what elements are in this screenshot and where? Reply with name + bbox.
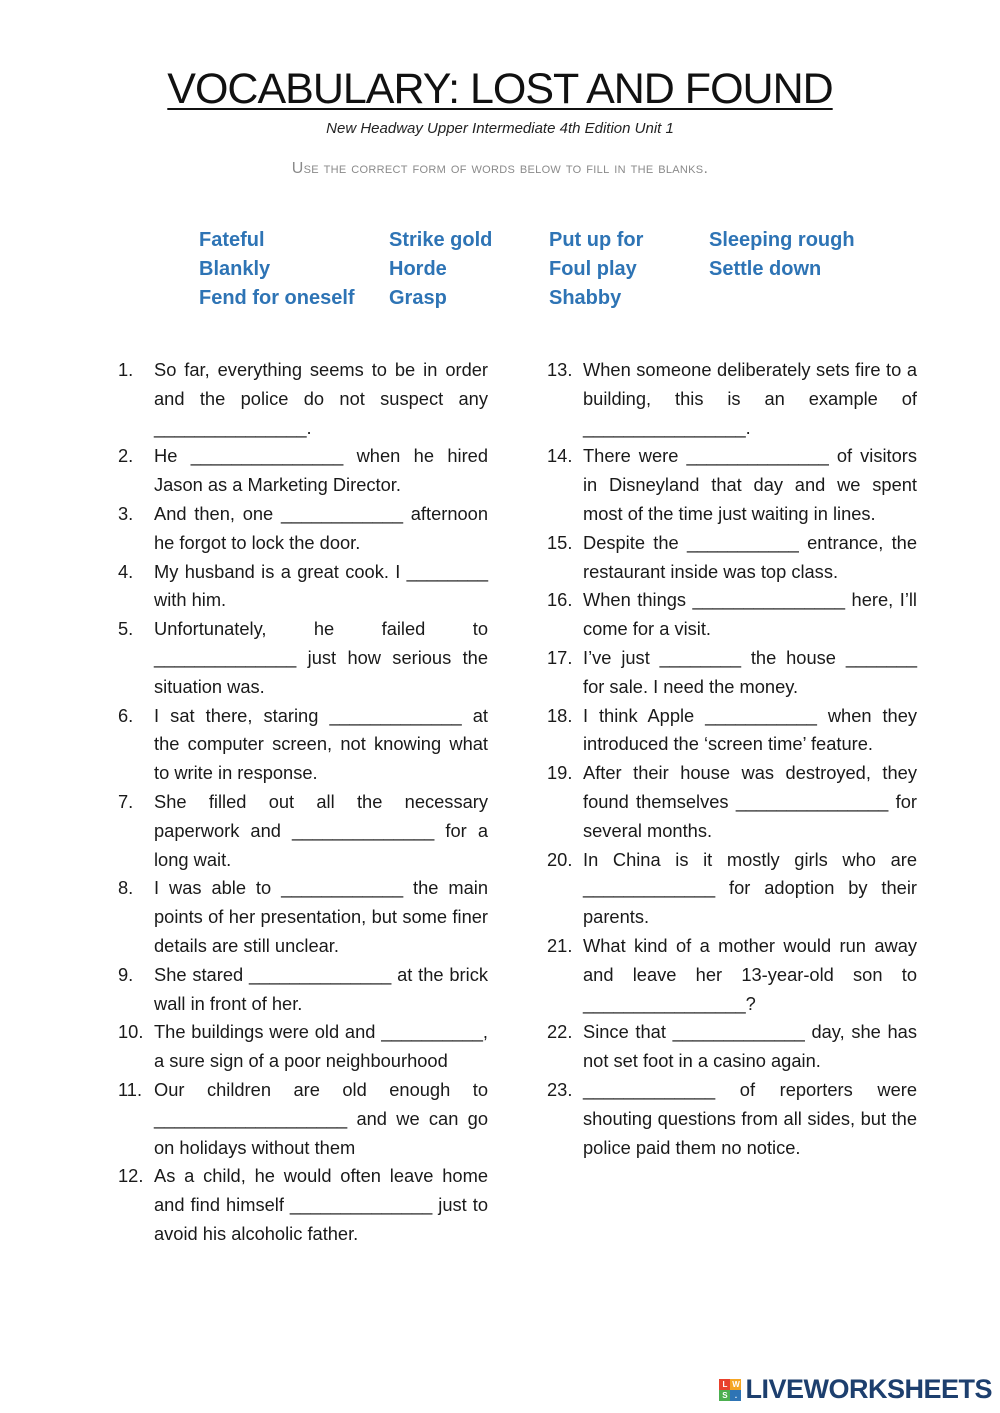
- question-item: [118, 1076, 488, 1162]
- question-text: _____________ of reporters were shouting questions from all sides, but the police paid them no notice.: [583, 1078, 917, 1158]
- question-number: 5.: [118, 618, 134, 640]
- question-text: When things _______________ here, I’ll come for a visit.: [583, 589, 917, 640]
- question-number: 8.: [118, 877, 134, 899]
- question-item: [547, 1076, 917, 1162]
- question-item: [547, 442, 917, 528]
- liveworksheets-logo[interactable]: [719, 1374, 992, 1405]
- question-text: I’ve just ________ the house _______ for sale. I need the money.: [583, 646, 917, 697]
- question-text: Our children are old enough to ___________________ and we can go on holidays without them: [154, 1078, 488, 1158]
- logo-text: LIVEWORKSHEETS: [745, 1374, 992, 1404]
- word-bank-item: Blankly: [199, 258, 271, 280]
- question-text: I think Apple ___________ when they introduced the ‘screen time’ feature.: [583, 704, 917, 755]
- page-title: VOCABULARY: LOST AND FOUND: [167, 65, 833, 113]
- question-item: [547, 759, 917, 845]
- question-text: The buildings were old and __________, a sure sign of a poor neighbourhood: [154, 1021, 488, 1072]
- question-text: Since that _____________ day, she has not set foot in a casino again.: [583, 1021, 917, 1072]
- question-number: 13.: [547, 359, 573, 380]
- word-bank-item: Fend for oneself: [199, 287, 355, 309]
- question-item: [547, 356, 917, 442]
- question-item: [118, 1162, 488, 1248]
- question-number: 6.: [118, 704, 134, 726]
- question-item: [547, 586, 917, 644]
- question-text: In China is it mostly girls who are _____________ for adoption by their parents.: [583, 848, 917, 928]
- question-number: 10.: [118, 1021, 144, 1043]
- question-item: [118, 702, 488, 788]
- question-number: 1.: [118, 359, 134, 380]
- question-text: So far, everything seems to be in order and the police do not suspect any _______________.: [154, 359, 488, 438]
- question-text: After their house was destroyed, they found themselves _______________ for several months.: [583, 762, 917, 841]
- word-bank-item: Sleeping rough: [709, 229, 855, 251]
- word-bank-item: Put up for: [549, 229, 644, 251]
- question-item: [547, 644, 917, 702]
- question-text: There were ______________ of visitors in Disneyland that day and we spent most of the time just waiting in lines.: [583, 445, 917, 524]
- word-bank: [199, 226, 919, 316]
- question-item: [118, 558, 488, 616]
- logo-badge-cell: W: [732, 1379, 740, 1389]
- question-item: [547, 932, 917, 1018]
- questions-left-column: [118, 356, 488, 1249]
- word-bank-item: Strike gold: [389, 229, 493, 251]
- question-number: 3.: [118, 502, 134, 524]
- question-number: 15.: [547, 531, 573, 553]
- word-bank-item: Fateful: [199, 229, 265, 251]
- question-item: [118, 356, 488, 442]
- word-bank-item: Foul play: [549, 258, 637, 280]
- word-bank-item: Horde: [389, 258, 447, 280]
- question-text: And then, one ____________ afternoon he forgot to lock the door.: [154, 502, 488, 553]
- question-text: My husband is a great cook. I ________ with him.: [154, 560, 488, 611]
- question-text: What kind of a mother would run away and leave her 13-year-old son to ________________?: [583, 934, 917, 1014]
- question-item: [547, 702, 917, 760]
- question-number: 12.: [118, 1165, 144, 1187]
- logo-badge-cell: .: [730, 1390, 741, 1401]
- question-item: [118, 615, 488, 701]
- question-item: [547, 1018, 917, 1076]
- question-text: She stared ______________ at the brick wall in front of her.: [154, 963, 488, 1014]
- question-number: 9.: [118, 963, 134, 985]
- question-number: 19.: [547, 762, 573, 784]
- question-text: Unfortunately, he failed to ______________ just how serious the situation was.: [154, 618, 488, 697]
- question-number: 18.: [547, 704, 573, 726]
- question-number: 22.: [547, 1021, 573, 1043]
- logo-badge-icon: [719, 1379, 741, 1401]
- word-bank-item: Settle down: [709, 258, 822, 280]
- word-bank-item: Grasp: [389, 287, 447, 309]
- logo-badge-cell: L: [719, 1379, 730, 1390]
- question-number: 2.: [118, 445, 134, 467]
- question-number: 4.: [118, 560, 134, 582]
- question-number: 7.: [118, 790, 134, 812]
- questions-right-column: [547, 356, 917, 1162]
- question-text: I was able to ____________ the main points of her presentation, but some finer details are still unclear.: [154, 877, 488, 956]
- question-item: [547, 846, 917, 932]
- instructions: Use the correct form of words below to fill in the blanks.: [291, 160, 709, 177]
- question-item: [118, 500, 488, 558]
- question-number: 16.: [547, 589, 573, 611]
- logo-badge-cell: S: [719, 1390, 730, 1401]
- question-text: As a child, he would often leave home and find himself ______________ just to avoid his alcoholic father.: [154, 1165, 488, 1244]
- question-item: [118, 961, 488, 1019]
- question-number: 11.: [118, 1078, 143, 1100]
- question-item: [118, 874, 488, 960]
- word-bank-item: Shabby: [549, 287, 622, 309]
- question-number: 21.: [547, 934, 573, 956]
- question-number: 23.: [547, 1078, 573, 1100]
- question-item: [118, 1018, 488, 1076]
- question-number: 20.: [547, 848, 573, 870]
- question-text: When someone deliberately sets fire to a building, this is an example of ________________.: [583, 359, 917, 438]
- question-number: 17.: [547, 646, 573, 668]
- question-text: He _______________ when he hired Jason as a Marketing Director.: [154, 445, 488, 496]
- question-item: [118, 442, 488, 500]
- question-text: I sat there, staring _____________ at the computer screen, not knowing what to write in response.: [154, 704, 488, 784]
- question-text: Despite the ___________ entrance, the restaurant inside was top class.: [583, 531, 917, 582]
- question-number: 14.: [547, 445, 573, 467]
- question-text: She filled out all the necessary paperwork and ______________ for a long wait.: [154, 790, 488, 870]
- page-subtitle: New Headway Upper Intermediate 4th Edition Unit 1: [326, 120, 674, 137]
- question-item: [118, 788, 488, 874]
- question-item: [547, 529, 917, 587]
